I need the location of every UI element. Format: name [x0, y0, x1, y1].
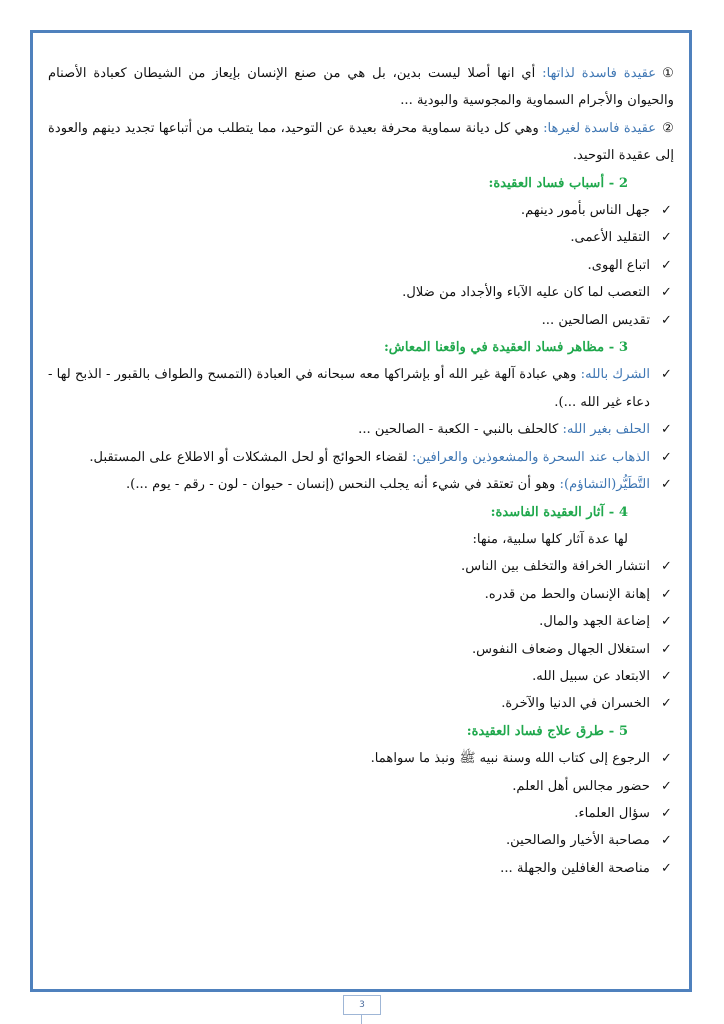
list-item-text: وهي عبادة آلهة غير الله أو بإشراكها معه سبحانه في العبادة (التمسح والطواف بالقبور - الذبح لها - دعاء غير الله ...).	[48, 367, 650, 410]
check-icon: ✓	[660, 860, 672, 876]
list-item	[48, 252, 674, 279]
section-heading-effects: 4 - آثار العقيدة الفاسدة:	[490, 504, 628, 520]
check-icon: ✓	[660, 477, 672, 493]
list-item-text: الخسران في الدنيا والآخرة.	[501, 696, 650, 712]
list-item	[48, 745, 674, 772]
effects-intro: لها عدة آثار كلها سلبية، منها:	[472, 531, 628, 547]
list-item-text: اتباع الهوى.	[587, 257, 650, 273]
manifestations-list	[48, 361, 674, 498]
intro-text-1: أي انها أصلا ليست بدين، بل هي من صنع الإنسان بإيعاز من الشيطان كعبادة الأصنام والحيوان والأجرام السماوية والمجوسية والبودية ...	[48, 66, 674, 109]
list-item-text: كالحلف بالنبي - الكعبة - الصالحين ...	[358, 422, 563, 438]
check-icon: ✓	[660, 833, 672, 849]
list-item	[48, 279, 674, 306]
list-item-text: مصاحبة الأخيار والصالحين.	[505, 833, 650, 849]
check-icon: ✓	[660, 668, 672, 684]
page-number: 3	[343, 995, 381, 1015]
list-item	[48, 197, 674, 224]
footer-divider	[361, 1015, 362, 1024]
check-icon: ✓	[660, 751, 672, 767]
list-item-label: التَّطَيُّر(التشاؤم):	[559, 477, 650, 493]
check-icon: ✓	[660, 230, 672, 246]
list-item-text: جهل الناس بأمور دينهم.	[520, 203, 650, 219]
list-item	[48, 855, 674, 882]
list-item	[48, 553, 674, 580]
list-item-text: وهو أن تعتقد في شيء أنه يجلب النحس (إنسان - حيوان - لون - رقم - يوم ...).	[125, 477, 560, 493]
check-icon: ✓	[660, 422, 672, 438]
list-item-text: الابتعاد عن سبيل الله.	[532, 668, 650, 684]
check-icon: ✓	[660, 257, 672, 273]
list-item-label: الذهاب عند السحرة والمشعوذين والعرافين:	[412, 449, 650, 465]
intro-paragraph-2	[48, 115, 674, 170]
list-item	[48, 444, 674, 471]
check-icon: ✓	[660, 285, 672, 301]
check-icon: ✓	[660, 367, 672, 383]
section-heading-remedies: 5 - طرق علاج فساد العقيدة:	[466, 723, 628, 739]
list-item-text: سؤال العلماء.	[574, 805, 650, 821]
check-icon: ✓	[660, 805, 672, 821]
intro-paragraph-1	[48, 60, 674, 115]
list-item	[48, 581, 674, 608]
check-icon: ✓	[660, 586, 672, 602]
list-item	[48, 224, 674, 251]
list-item	[48, 800, 674, 827]
remedies-list	[48, 745, 674, 882]
check-icon: ✓	[660, 614, 672, 630]
list-item	[48, 608, 674, 635]
document-body	[48, 60, 674, 882]
section-heading-manifestations: 3 - مظاهر فساد العقيدة في واقعنا المعاش:	[383, 340, 628, 356]
circled-number-2: ②	[662, 120, 674, 136]
list-item-text: تقديس الصالحين ...	[541, 312, 650, 328]
list-item-text: مناصحة الغافلين والجهلة ...	[500, 860, 650, 876]
intro-text-2: وهي كل ديانة سماوية محرفة بعيدة عن التوحيد، مما يتطلب من أتباعها تجديد دينهم والعودة إلى عقيدة التوحيد.	[48, 120, 674, 164]
list-item	[48, 471, 674, 498]
check-icon: ✓	[660, 778, 672, 794]
list-item-text: التقليد الأعمى.	[570, 230, 650, 246]
list-item-text: إهانة الإنسان والحط من قدره.	[484, 586, 650, 602]
check-icon: ✓	[660, 203, 672, 219]
list-item-text: الرجوع إلى كتاب الله وسنة نبيه ﷺ ونبذ ما سواهما.	[370, 751, 650, 767]
causes-list	[48, 197, 674, 334]
list-item	[48, 690, 674, 717]
list-item-text: لقضاء الحوائج أو لحل المشكلات أو الاطلاع على المستقبل.	[89, 449, 412, 465]
intro-label-2: عقيدة فاسدة لغيرها:	[543, 120, 657, 136]
list-item	[48, 307, 674, 334]
list-item-text: إضاعة الجهد والمال.	[539, 614, 650, 630]
check-icon: ✓	[660, 696, 672, 712]
list-item-text: حضور مجالس أهل العلم.	[512, 778, 650, 794]
circled-number-1: ①	[662, 66, 674, 81]
check-icon: ✓	[660, 312, 672, 328]
list-item-text: انتشار الخرافة والتخلف بين الناس.	[461, 559, 650, 575]
list-item	[48, 773, 674, 800]
section-heading-causes: 2 - أسباب فساد العقيدة:	[488, 175, 628, 191]
effects-list	[48, 553, 674, 717]
check-icon: ✓	[660, 641, 672, 657]
list-item	[48, 636, 674, 663]
list-item	[48, 416, 674, 443]
check-icon: ✓	[660, 449, 672, 465]
list-item-label: الشرك بالله:	[580, 367, 650, 383]
list-item	[48, 827, 674, 854]
check-icon: ✓	[660, 559, 672, 575]
intro-label-1: عقيدة فاسدة لذاتها:	[542, 66, 657, 81]
list-item-label: الحلف بغير الله:	[562, 422, 650, 438]
list-item	[48, 361, 674, 416]
list-item	[48, 663, 674, 690]
list-item-text: التعصب لما كان عليه الآباء والأجداد من ضلال.	[402, 285, 650, 301]
list-item-text: استغلال الجهال وضعاف النفوس.	[471, 641, 650, 657]
